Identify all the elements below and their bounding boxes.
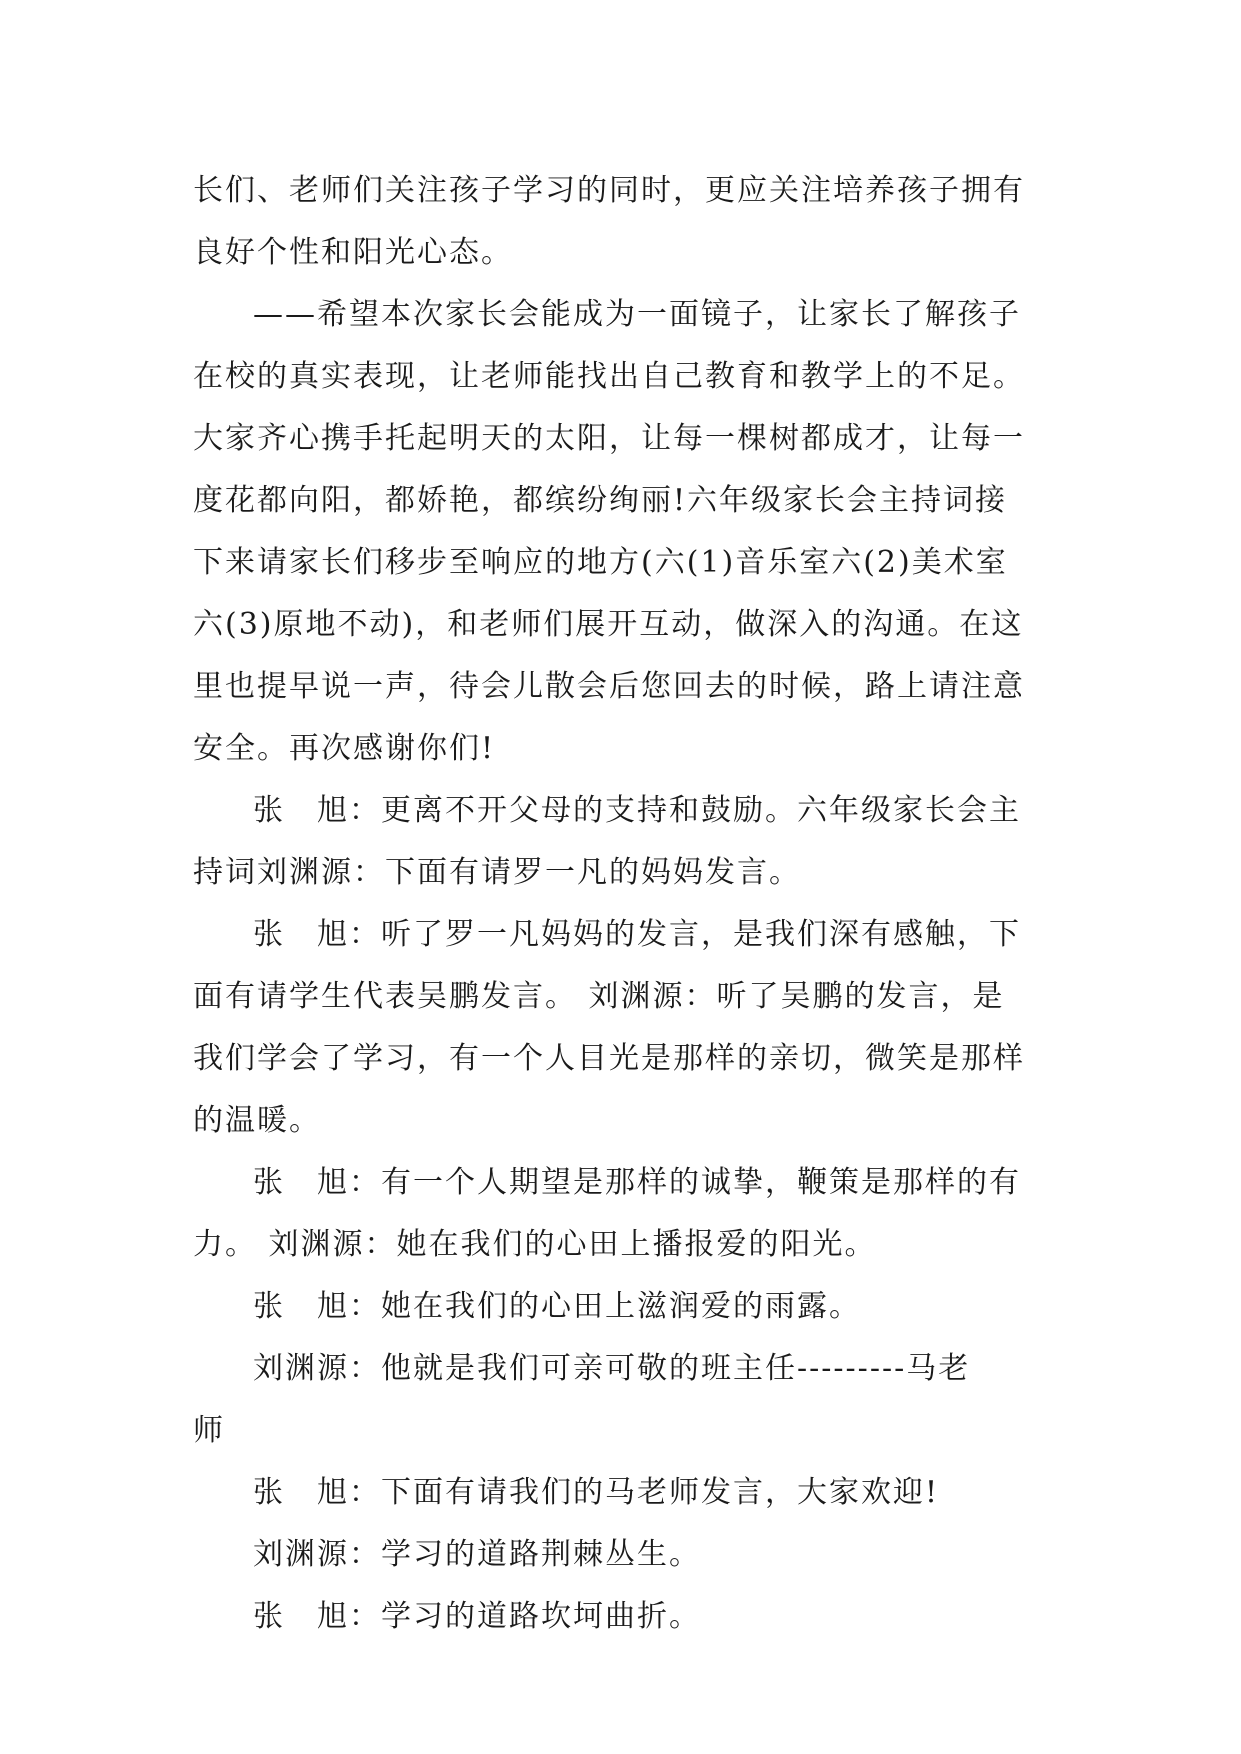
text-line: 的温暖。 — [193, 1103, 321, 1138]
text-line: 张 旭：下面有请我们的马老师发言，大家欢迎! — [253, 1475, 940, 1510]
text-line: 师 — [193, 1413, 225, 1448]
text-line: 刘渊源：学习的道路荆棘丛生。 — [253, 1537, 701, 1572]
text-line: ——希望本次家长会能成为一面镜子，让家长了解孩子 — [253, 297, 1021, 332]
text-line: 我们学会了学习，有一个人目光是那样的亲切，微笑是那样 — [193, 1041, 1025, 1076]
body-text — [193, 160, 1073, 1648]
text-line: 刘渊源：他就是我们可亲可敬的班主任---------马老 — [253, 1351, 971, 1386]
text-line: 持词刘渊源：下面有请罗一凡的妈妈发言。 — [193, 855, 801, 890]
text-line: 张 旭：有一个人期望是那样的诚挚，鞭策是那样的有 — [253, 1165, 1021, 1200]
text-line: 里也提早说一声，待会儿散会后您回去的时候，路上请注意 — [193, 669, 1025, 704]
text-line: 大家齐心携手托起明天的太阳，让每一棵树都成才，让每一 — [193, 421, 1025, 456]
text-line: 六(3)原地不动)，和老师们展开互动，做深入的沟通。在这 — [193, 607, 1024, 642]
text-line: 长们、老师们关注孩子学习的同时，更应关注培养孩子拥有 — [193, 173, 1025, 208]
text-line: 张 旭：听了罗一凡妈妈的发言，是我们深有感触，下 — [253, 917, 1021, 952]
text-line: 力。 刘渊源：她在我们的心田上播报爱的阳光。 — [193, 1227, 877, 1262]
text-line: 良好个性和阳光心态。 — [193, 235, 513, 270]
text-line: 张 旭：更离不开父母的支持和鼓励。六年级家长会主 — [253, 793, 1021, 828]
text-line: 面有请学生代表吴鹏发言。 刘渊源：听了吴鹏的发言，是 — [193, 979, 1005, 1014]
text-line: 度花都向阳，都娇艳，都缤纷绚丽!六年级家长会主持词接 — [193, 483, 1008, 518]
text-line: 下来请家长们移步至响应的地方(六(1)音乐室六(2)美术室 — [193, 545, 1008, 580]
text-line: 在校的真实表现，让老师能找出自己教育和教学上的不足。 — [193, 359, 1025, 394]
text-line: 张 旭：她在我们的心田上滋润爱的雨露。 — [253, 1289, 861, 1324]
text-line: 安全。再次感谢你们! — [193, 731, 496, 766]
text-line: 张 旭：学习的道路坎坷曲折。 — [253, 1599, 701, 1634]
